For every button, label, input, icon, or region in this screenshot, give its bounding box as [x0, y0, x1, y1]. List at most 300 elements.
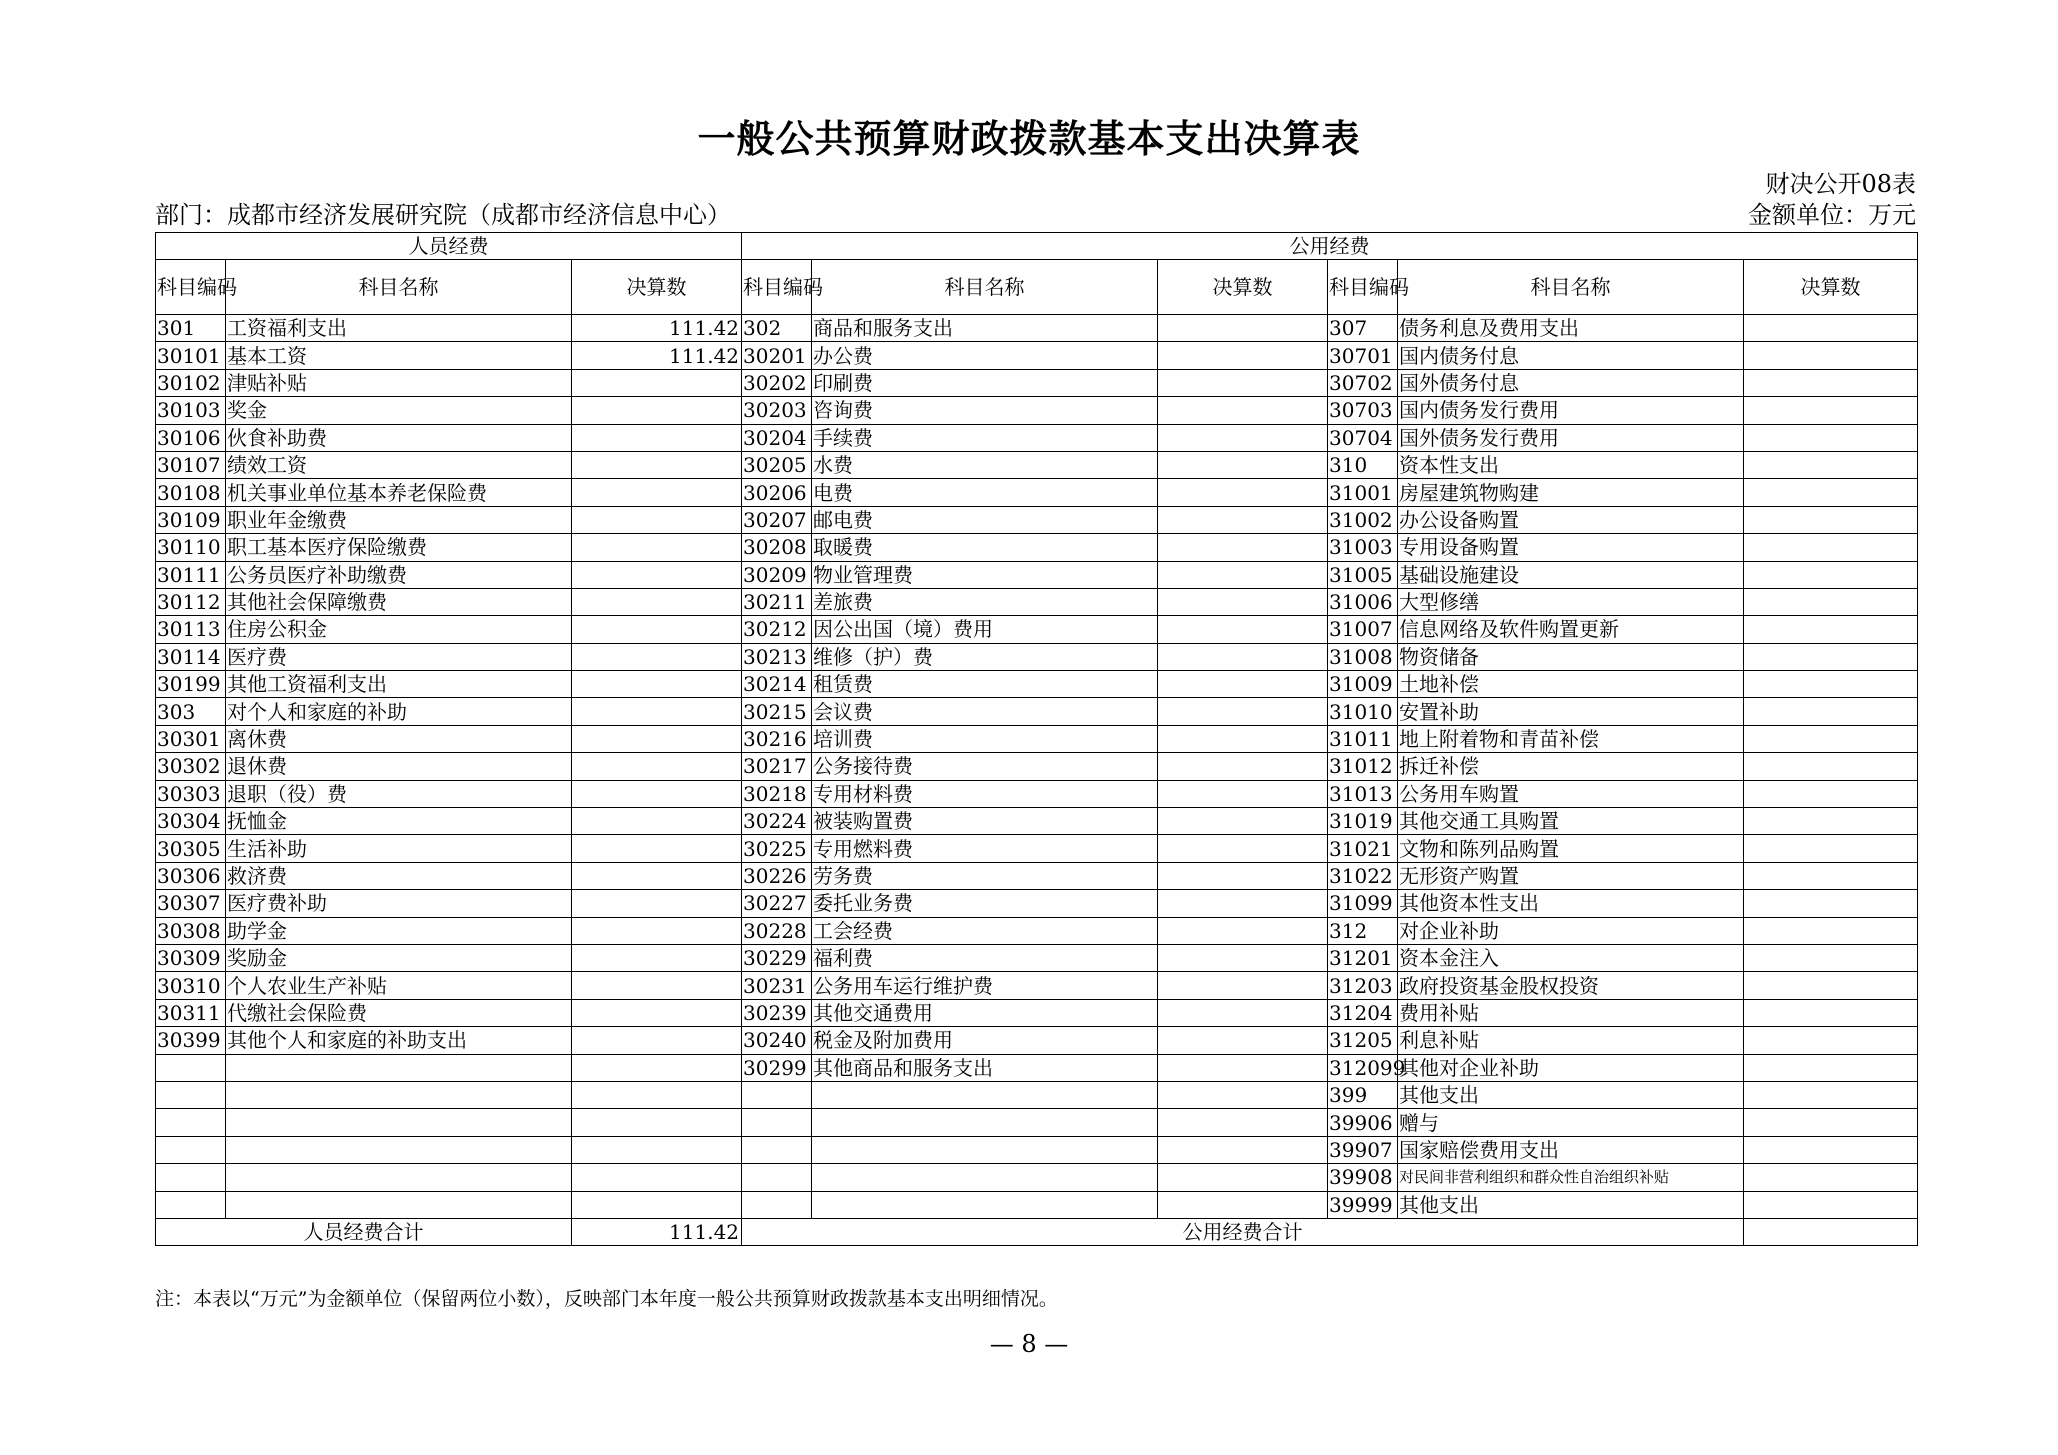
name-cell [226, 1191, 572, 1218]
table-row [156, 1136, 1918, 1163]
amount-cell [1158, 616, 1328, 643]
name-cell: 培训费 [812, 725, 1158, 752]
code-cell: 303 [156, 698, 226, 725]
table-row [156, 397, 1918, 424]
amount-cell [572, 698, 742, 725]
code-cell: 31011 [1328, 725, 1398, 752]
code-cell: 30224 [742, 808, 812, 835]
amount-cell [1744, 1164, 1918, 1191]
amount-cell [572, 1136, 742, 1163]
amount-cell [1744, 1191, 1918, 1218]
table-row [156, 1191, 1918, 1218]
code-cell: 307 [1328, 315, 1398, 342]
name-cell: 信息网络及软件购置更新 [1398, 616, 1744, 643]
name-cell: 奖励金 [226, 944, 572, 971]
code-cell: 31010 [1328, 698, 1398, 725]
name-cell: 劳务费 [812, 862, 1158, 889]
name-cell: 租赁费 [812, 671, 1158, 698]
name-cell: 医疗费 [226, 643, 572, 670]
department-label: 部门：成都市经济发展研究院（成都市经济信息中心） [155, 201, 731, 229]
name-cell: 手续费 [812, 424, 1158, 451]
code-cell: 30207 [742, 506, 812, 533]
amount-cell [572, 753, 742, 780]
code-cell: 30703 [1328, 397, 1398, 424]
table-row [156, 616, 1918, 643]
amount-cell [1158, 1027, 1328, 1054]
name-cell: 救济费 [226, 862, 572, 889]
name-cell: 个人农业生产补贴 [226, 972, 572, 999]
name-cell: 公务员医疗补助缴费 [226, 561, 572, 588]
amount-cell [1158, 534, 1328, 561]
code-cell: 30199 [156, 671, 226, 698]
amount-cell [1744, 506, 1918, 533]
name-cell: 文物和陈列品购置 [1398, 835, 1744, 862]
amount-cell [1744, 944, 1918, 971]
code-cell: 30215 [742, 698, 812, 725]
code-cell: 30399 [156, 1027, 226, 1054]
code-cell: 39908 [1328, 1164, 1398, 1191]
name-cell [226, 1054, 572, 1081]
code-cell: 310 [1328, 451, 1398, 478]
code-cell [742, 1136, 812, 1163]
amount-cell [572, 972, 742, 999]
code-cell [742, 1191, 812, 1218]
section-header-public: 公用经费 [742, 233, 1918, 260]
code-cell: 30240 [742, 1027, 812, 1054]
expenditure-table [155, 232, 1918, 1246]
name-cell: 资本金注入 [1398, 944, 1744, 971]
name-cell: 绩效工资 [226, 451, 572, 478]
code-cell: 30227 [742, 890, 812, 917]
amount-cell [1158, 972, 1328, 999]
name-cell: 房屋建筑物购建 [1398, 479, 1744, 506]
name-cell: 其他商品和服务支出 [812, 1054, 1158, 1081]
name-cell: 其他交通费用 [812, 999, 1158, 1026]
column-header-amount: 决算数 [1744, 260, 1918, 315]
amount-cell [1744, 671, 1918, 698]
footnote: 注：本表以“万元”为金额单位（保留两位小数），反映部门本年度一般公共预算财政拨款基本支出明细情况。 [155, 1288, 1058, 1310]
name-cell: 赠与 [1398, 1109, 1744, 1136]
table-row [156, 972, 1918, 999]
table-row [156, 917, 1918, 944]
amount-cell [1744, 451, 1918, 478]
name-cell [226, 1136, 572, 1163]
public-total-value [1744, 1218, 1918, 1245]
code-cell: 30203 [742, 397, 812, 424]
code-cell: 30101 [156, 342, 226, 369]
table-row [156, 479, 1918, 506]
name-cell: 助学金 [226, 917, 572, 944]
amount-cell [1158, 835, 1328, 862]
amount-cell [572, 1109, 742, 1136]
code-cell: 30228 [742, 917, 812, 944]
table-row [156, 999, 1918, 1026]
page-title: 一般公共预算财政拨款基本支出决算表 [697, 116, 1361, 161]
amount-cell [572, 1164, 742, 1191]
amount-cell [572, 643, 742, 670]
code-cell [156, 1109, 226, 1136]
column-header-name: 科目名称 [1398, 260, 1744, 315]
code-cell: 30209 [742, 561, 812, 588]
amount-cell [572, 1027, 742, 1054]
name-cell [812, 1109, 1158, 1136]
name-cell: 印刷费 [812, 369, 1158, 396]
amount-cell [572, 616, 742, 643]
name-cell [226, 1081, 572, 1108]
amount-cell [1744, 369, 1918, 396]
name-cell: 拆迁补偿 [1398, 753, 1744, 780]
name-cell: 公务用车购置 [1398, 780, 1744, 807]
code-cell: 312099 [1329, 1055, 1406, 1080]
name-cell: 专用材料费 [812, 780, 1158, 807]
code-cell: 31205 [1328, 1027, 1398, 1054]
code-cell: 30303 [156, 780, 226, 807]
code-cell [156, 1191, 226, 1218]
amount-cell [1744, 315, 1918, 342]
table-row [156, 315, 1918, 342]
code-cell: 30301 [156, 725, 226, 752]
name-cell: 地上附着物和青苗补偿 [1398, 725, 1744, 752]
code-cell: 39906 [1328, 1109, 1398, 1136]
code-cell: 30107 [156, 451, 226, 478]
column-header-name: 科目名称 [812, 260, 1158, 315]
code-cell: 30112 [156, 588, 226, 615]
code-cell: 31001 [1328, 479, 1398, 506]
amount-cell [1158, 369, 1328, 396]
code-cell: 30214 [742, 671, 812, 698]
amount-cell [1744, 561, 1918, 588]
code-cell: 301 [156, 315, 226, 342]
code-cell: 30305 [156, 835, 226, 862]
name-cell: 代缴社会保险费 [226, 999, 572, 1026]
code-cell: 30113 [156, 616, 226, 643]
name-cell: 福利费 [812, 944, 1158, 971]
table-row [156, 725, 1918, 752]
amount-cell [572, 835, 742, 862]
code-cell: 30103 [156, 397, 226, 424]
personnel-total-label: 人员经费合计 [156, 1218, 572, 1245]
name-cell: 费用补贴 [1398, 999, 1744, 1026]
name-cell: 利息补贴 [1398, 1027, 1744, 1054]
amount-cell [1744, 342, 1918, 369]
amount-cell: 111.42 [572, 342, 742, 369]
amount-cell [1158, 1136, 1328, 1163]
amount-cell [572, 999, 742, 1026]
name-cell: 土地补偿 [1398, 671, 1744, 698]
amount-cell [1744, 917, 1918, 944]
name-cell: 对民间非营利组织和群众性自治组织补贴 [1398, 1164, 1744, 1191]
name-cell: 医疗费补助 [226, 890, 572, 917]
code-cell: 399 [1328, 1081, 1398, 1108]
table-row [156, 1164, 1918, 1191]
name-cell: 对个人和家庭的补助 [226, 698, 572, 725]
code-cell: 39907 [1328, 1136, 1398, 1163]
code-cell: 30226 [742, 862, 812, 889]
name-cell: 职工基本医疗保险缴费 [226, 534, 572, 561]
table-row [156, 1081, 1918, 1108]
code-cell [156, 1054, 226, 1081]
name-cell: 国家赔偿费用支出 [1398, 1136, 1744, 1163]
code-cell: 31003 [1328, 534, 1398, 561]
amount-cell [572, 506, 742, 533]
section-header-personnel: 人员经费 [156, 233, 742, 260]
amount-cell [1158, 808, 1328, 835]
name-cell [812, 1164, 1158, 1191]
name-cell: 伙食补助费 [226, 424, 572, 451]
amount-cell [1744, 616, 1918, 643]
code-cell: 30212 [742, 616, 812, 643]
code-cell: 30310 [156, 972, 226, 999]
amount-cell [572, 808, 742, 835]
code-cell: 30239 [742, 999, 812, 1026]
table-row [156, 643, 1918, 670]
amount-cell [1744, 835, 1918, 862]
code-cell: 31012 [1328, 753, 1398, 780]
name-cell: 会议费 [812, 698, 1158, 725]
code-cell: 31022 [1328, 862, 1398, 889]
table-row [156, 1109, 1918, 1136]
code-cell: 30217 [742, 753, 812, 780]
code-cell: 31009 [1328, 671, 1398, 698]
code-cell: 30109 [156, 506, 226, 533]
name-cell: 物业管理费 [812, 561, 1158, 588]
code-cell: 30102 [156, 369, 226, 396]
amount-cell [1744, 588, 1918, 615]
name-cell: 债务利息及费用支出 [1398, 315, 1744, 342]
form-code: 财决公开08表 [1765, 170, 1916, 198]
code-cell: 31008 [1328, 643, 1398, 670]
name-cell: 专用设备购置 [1398, 534, 1744, 561]
name-cell: 其他支出 [1398, 1081, 1744, 1108]
code-cell: 31019 [1328, 808, 1398, 835]
amount-cell [1158, 643, 1328, 670]
table-row [156, 534, 1918, 561]
code-cell: 30701 [1328, 342, 1398, 369]
name-cell: 安置补助 [1398, 698, 1744, 725]
code-cell: 30307 [156, 890, 226, 917]
table-row [156, 835, 1918, 862]
name-cell: 国外债务发行费用 [1398, 424, 1744, 451]
amount-cell [1158, 917, 1328, 944]
amount-cell [572, 561, 742, 588]
code-cell: 31201 [1328, 944, 1398, 971]
name-cell: 差旅费 [812, 588, 1158, 615]
code-cell: 31005 [1328, 561, 1398, 588]
amount-cell [1158, 397, 1328, 424]
name-cell: 奖金 [226, 397, 572, 424]
amount-cell: 111.42 [572, 315, 742, 342]
amount-cell [572, 917, 742, 944]
amount-cell [572, 534, 742, 561]
name-cell: 委托业务费 [812, 890, 1158, 917]
name-cell: 基本工资 [226, 342, 572, 369]
code-cell: 30306 [156, 862, 226, 889]
amount-cell [1158, 671, 1328, 698]
name-cell: 资本性支出 [1398, 451, 1744, 478]
amount-cell [572, 369, 742, 396]
code-cell [156, 1164, 226, 1191]
table-row [156, 780, 1918, 807]
column-header-name: 科目名称 [226, 260, 572, 315]
code-cell: 30106 [156, 424, 226, 451]
code-cell: 30302 [156, 753, 226, 780]
amount-cell [1158, 862, 1328, 889]
amount-cell [1158, 1191, 1328, 1218]
name-cell [812, 1136, 1158, 1163]
amount-cell [1744, 808, 1918, 835]
name-cell: 其他支出 [1398, 1191, 1744, 1218]
amount-cell [1744, 780, 1918, 807]
name-cell: 津贴补贴 [226, 369, 572, 396]
name-cell: 邮电费 [812, 506, 1158, 533]
code-cell: 30229 [742, 944, 812, 971]
name-cell: 公务接待费 [812, 753, 1158, 780]
code-cell: 31002 [1328, 506, 1398, 533]
code-cell: 30206 [742, 479, 812, 506]
table-row [156, 862, 1918, 889]
amount-cell [1158, 315, 1328, 342]
amount-cell [572, 944, 742, 971]
amount-unit-label: 金额单位：万元 [1748, 201, 1916, 229]
name-cell: 国内债务付息 [1398, 342, 1744, 369]
amount-cell [1744, 1081, 1918, 1108]
table-row [156, 753, 1918, 780]
amount-cell [572, 451, 742, 478]
code-cell: 30110 [156, 534, 226, 561]
public-total-label: 公用经费合计 [742, 1218, 1744, 1245]
table-row [156, 671, 1918, 698]
amount-cell [1158, 479, 1328, 506]
name-cell: 抚恤金 [226, 808, 572, 835]
amount-cell [1744, 725, 1918, 752]
name-cell: 退休费 [226, 753, 572, 780]
table-row [156, 369, 1918, 396]
name-cell: 水费 [812, 451, 1158, 478]
code-cell: 31021 [1328, 835, 1398, 862]
name-cell: 取暖费 [812, 534, 1158, 561]
name-cell: 专用燃料费 [812, 835, 1158, 862]
amount-cell [572, 1081, 742, 1108]
name-cell [812, 1191, 1158, 1218]
table-row [156, 944, 1918, 971]
amount-cell [1158, 342, 1328, 369]
name-cell: 生活补助 [226, 835, 572, 862]
name-cell: 咨询费 [812, 397, 1158, 424]
code-cell: 30311 [156, 999, 226, 1026]
table-row [156, 1027, 1918, 1054]
name-cell: 税金及附加费用 [812, 1027, 1158, 1054]
amount-cell [1158, 588, 1328, 615]
amount-cell [1158, 1109, 1328, 1136]
amount-cell [1158, 725, 1328, 752]
code-cell: 30308 [156, 917, 226, 944]
amount-cell [1744, 862, 1918, 889]
amount-cell [1158, 890, 1328, 917]
name-cell: 职业年金缴费 [226, 506, 572, 533]
code-cell: 30111 [156, 561, 226, 588]
code-cell: 30205 [742, 451, 812, 478]
table-row [156, 698, 1918, 725]
amount-cell [1744, 999, 1918, 1026]
amount-cell [1158, 999, 1328, 1026]
code-cell: 31099 [1328, 890, 1398, 917]
amount-cell [1744, 1054, 1918, 1081]
amount-cell [572, 479, 742, 506]
amount-cell [1158, 753, 1328, 780]
name-cell: 大型修缮 [1398, 588, 1744, 615]
name-cell: 住房公积金 [226, 616, 572, 643]
name-cell: 因公出国（境）费用 [812, 616, 1158, 643]
code-cell: 30231 [742, 972, 812, 999]
code-cell: 30702 [1328, 369, 1398, 396]
amount-cell [1158, 424, 1328, 451]
code-cell: 31204 [1328, 999, 1398, 1026]
table-row [156, 561, 1918, 588]
name-cell: 商品和服务支出 [812, 315, 1158, 342]
name-cell [812, 1081, 1158, 1108]
table-row [156, 506, 1918, 533]
amount-cell [1744, 753, 1918, 780]
amount-cell [572, 862, 742, 889]
amount-cell [1158, 1081, 1328, 1108]
table-row [156, 342, 1918, 369]
name-cell: 电费 [812, 479, 1158, 506]
totals-row [156, 1218, 1918, 1245]
name-cell: 办公费 [812, 342, 1158, 369]
code-cell: 30108 [156, 479, 226, 506]
name-cell: 其他对企业补助 [1398, 1054, 1744, 1081]
code-cell: 30309 [156, 944, 226, 971]
amount-cell [1744, 397, 1918, 424]
amount-cell [1744, 972, 1918, 999]
table-row [156, 588, 1918, 615]
code-cell: 31203 [1328, 972, 1398, 999]
code-cell [742, 1081, 812, 1108]
code-cell: 302 [742, 315, 812, 342]
amount-cell [1744, 1109, 1918, 1136]
amount-cell [1158, 944, 1328, 971]
name-cell: 基础设施建设 [1398, 561, 1744, 588]
name-cell: 办公设备购置 [1398, 506, 1744, 533]
amount-cell [1158, 561, 1328, 588]
amount-cell [1744, 698, 1918, 725]
code-cell [156, 1136, 226, 1163]
amount-cell [572, 1054, 742, 1081]
name-cell: 公务用车运行维护费 [812, 972, 1158, 999]
amount-cell [1158, 1164, 1328, 1191]
column-header-amount: 决算数 [1158, 260, 1328, 315]
code-cell [742, 1109, 812, 1136]
name-cell: 物资储备 [1398, 643, 1744, 670]
amount-cell [572, 780, 742, 807]
code-cell: 30208 [742, 534, 812, 561]
page-number: — 8 — [989, 1330, 1069, 1358]
table-row [156, 890, 1918, 917]
name-cell: 其他工资福利支出 [226, 671, 572, 698]
code-cell: 30299 [742, 1054, 812, 1081]
name-cell: 工会经费 [812, 917, 1158, 944]
amount-cell [572, 397, 742, 424]
column-header-amount: 决算数 [572, 260, 742, 315]
amount-cell [1158, 698, 1328, 725]
name-cell: 离休费 [226, 725, 572, 752]
name-cell: 其他资本性支出 [1398, 890, 1744, 917]
code-cell: 39999 [1328, 1191, 1398, 1218]
code-cell: 30204 [742, 424, 812, 451]
amount-cell [1744, 1136, 1918, 1163]
name-cell: 其他社会保障缴费 [226, 588, 572, 615]
amount-cell [572, 424, 742, 451]
